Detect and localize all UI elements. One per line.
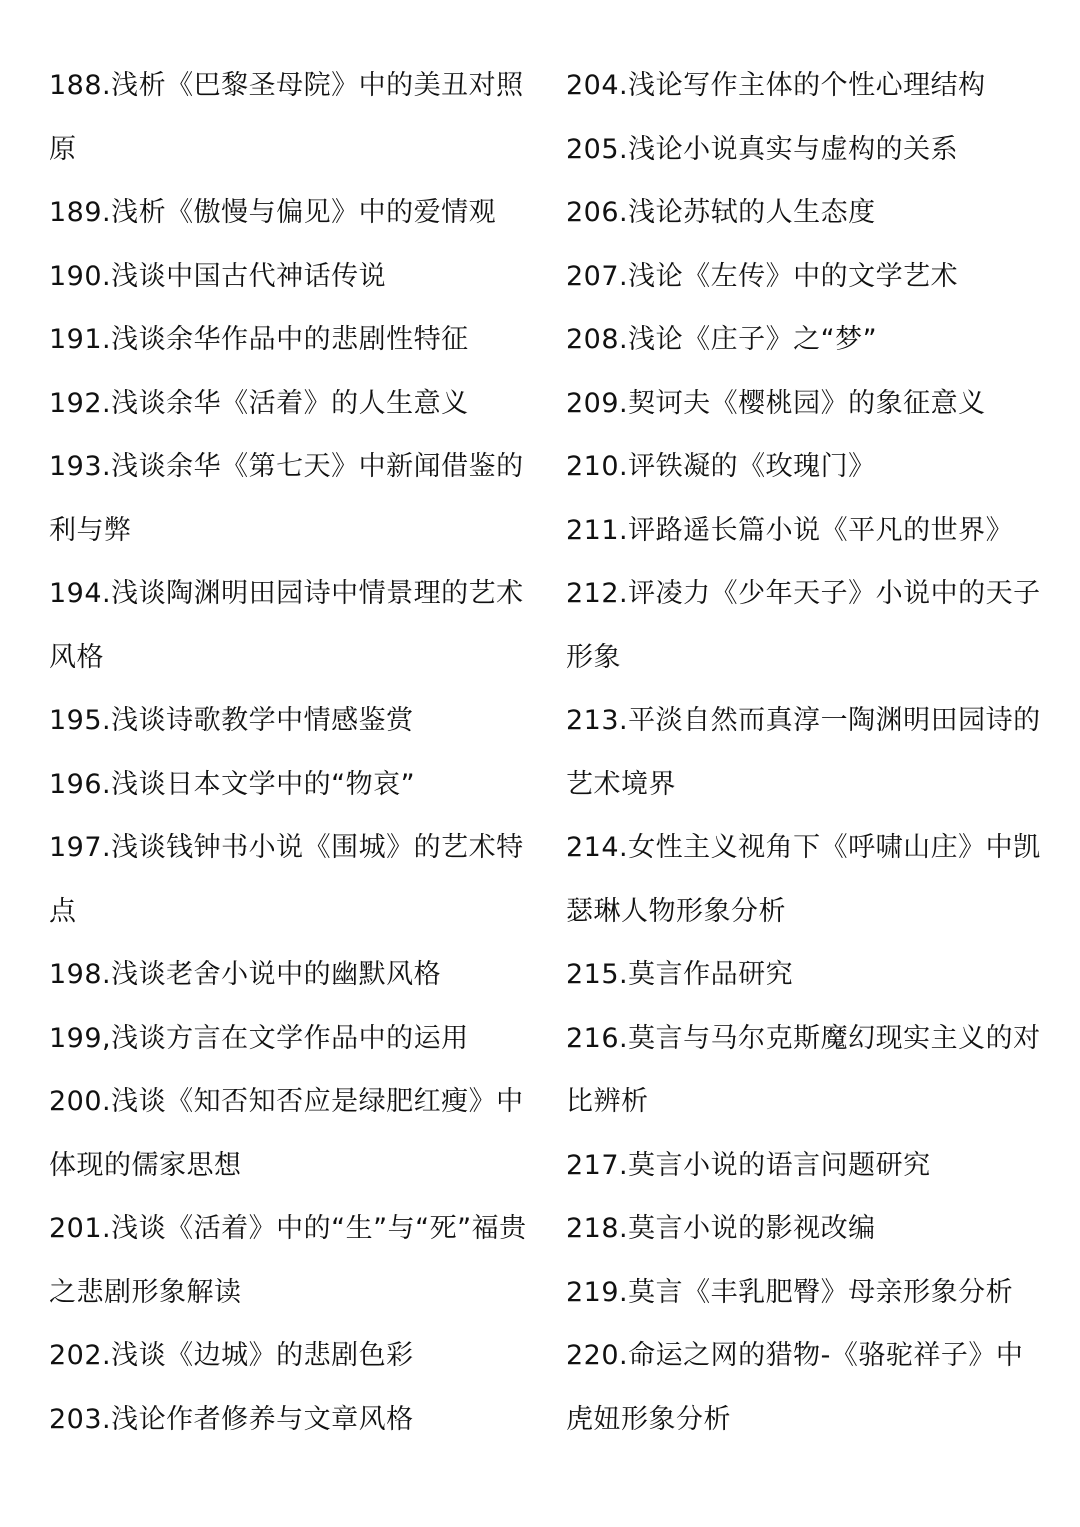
topic-item-198: 198.浅谈老舍小说中的幽默风格 <box>49 959 442 990</box>
topic-item-192: 192.浅谈余华《活着》的人生意义 <box>49 387 469 419</box>
topic-item-213: 213.平淡自然而真淳一陶渊明田园诗的艺术境界 <box>566 705 1041 800</box>
topic-item-196: 196.浅谈日本文学中的“物哀” <box>49 768 416 800</box>
topic-item-212: 212.评凌力《少年天子》小说中的天子形象 <box>566 578 1041 673</box>
topic-item-220: 220.命运之网的猎物-《骆驼祥子》中虎妞形象分析 <box>566 1340 1024 1435</box>
left-topic-column <box>49 54 531 1451</box>
topic-item-188: 188.浅析《巴黎圣母院》中的美丑对照原 <box>49 70 524 165</box>
topic-item-217: 217.莫言小说的语言问题研究 <box>566 1149 931 1181</box>
topic-item-218: 218.莫言小说的影视改编 <box>566 1213 876 1244</box>
topic-item-211: 211.评路遥长篇小说《平凡的世界》 <box>566 514 1014 546</box>
topic-item-195: 195.浅谈诗歌教学中情感鉴赏 <box>49 705 414 736</box>
topic-item-214: 214.女性主义视角下《呼啸山庄》中凯瑟琳人物形象分析 <box>566 832 1041 927</box>
topic-item-209: 209.契诃夫《樱桃园》的象征意义 <box>566 387 986 419</box>
topic-item-200: 200.浅谈《知否知否应是绿肥红瘦》中体现的儒家思想 <box>49 1086 524 1181</box>
topic-item-197: 197.浅谈钱钟书小说《围城》的艺术特点 <box>49 832 524 927</box>
topic-item-216: 216.莫言与马尔克斯魔幻现实主义的对比辨析 <box>566 1022 1041 1117</box>
topic-item-202: 202.浅谈《边城》的悲剧色彩 <box>49 1340 414 1371</box>
topic-item-194: 194.浅谈陶渊明田园诗中情景理的艺术风格 <box>49 578 524 673</box>
topic-item-203: 203.浅论作者修养与文章风格 <box>49 1403 414 1435</box>
topic-item-205: 205.浅论小说真实与虚构的关系 <box>566 133 959 165</box>
topic-item-215: 215.莫言作品研究 <box>566 959 794 990</box>
topic-item-193: 193.浅谈余华《第七天》中新闻借鉴的利与弊 <box>49 451 524 546</box>
topic-item-191: 191.浅谈余华作品中的悲剧性特征 <box>49 324 469 355</box>
topic-item-201: 201.浅谈《活着》中的“生”与“死”福贵之悲剧形象解读 <box>49 1213 527 1308</box>
topic-item-207: 207.浅论《左传》中的文学艺术 <box>566 260 959 292</box>
topic-item-219: 219.莫言《丰乳肥臀》母亲形象分析 <box>566 1276 1014 1308</box>
right-topic-column <box>566 54 1048 1451</box>
topic-item-190: 190.浅谈中国古代神话传说 <box>49 260 387 292</box>
topic-item-208: 208.浅论《庄子》之“梦” <box>566 324 878 355</box>
topic-item-210: 210.评铁凝的《玫瑰门》 <box>566 451 876 482</box>
topic-item-189: 189.浅析《傲慢与偏见》中的爱情观 <box>49 197 497 228</box>
topic-item-199: 199,浅谈方言在文学作品中的运用 <box>49 1022 469 1054</box>
topic-item-206: 206.浅论苏轼的人生态度 <box>566 197 876 228</box>
topic-item-204: 204.浅论写作主体的个性心理结构 <box>566 70 986 101</box>
